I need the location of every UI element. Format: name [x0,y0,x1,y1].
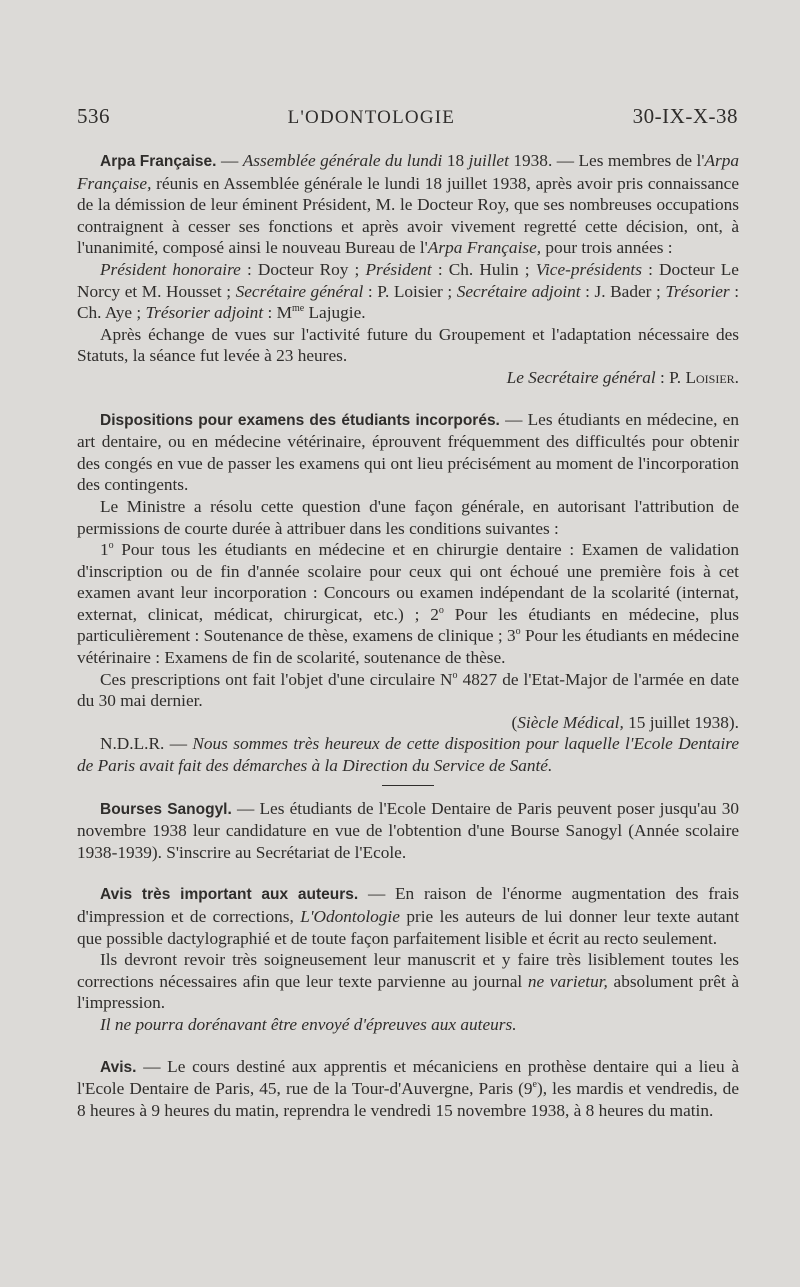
issue-date: 30-IX-X-38 [632,104,738,128]
arpa-signature: Le Secrétaire général : P. Loisier. [506,367,739,387]
avis-auteurs-heading: Avis très important aux auteurs. [100,886,359,904]
dispositions-p2: Le Ministre a résolu cette question d'une façon générale, en autorisant l'attribution de permissions de courte durée à attribuer dans les conditions suivantes : [77,496,739,538]
arpa-bureau: Président honoraire : Docteur Roy ; Président : Ch. Hulin ; Vice-présidents : Docteur Le Norcy et M. Housset ; Secrétaire général : P. Loisier ; Secrétaire adjoint : J. Bader ; Trésorier : Ch. Aye ; Trésorier adjoint : $M^{me}$ Lajugie. [77,259,740,323]
dispositions-heading: Dispositions pour examens des étudiants incorporés. [100,411,500,429]
bourses-heading: Bourses Sanogyl. [100,800,232,818]
arpa-paragraph: Arpa Française. — Assemblée générale du lundi 18 juillet 1938. — Les membres de l'Arpa Française, réunis en Assemblée générale le lundi 18 juillet 1938, après avoir pris connaissance de la démission de leur éminent Président, M. le Docteur Roy, que ses nombreuses occupations contraignent à cesser ses fonctions et après avoir vivement regretté cette décision, ont, à l'unanimité, composé ainsi le nouveau Bureau de l'Arpa Française, pour trois années : [77,151,740,258]
avis-heading: Avis. [100,1058,137,1076]
page-number: 536 [77,104,110,128]
arpa-heading: Arpa Française. [100,153,217,170]
page-header [77,104,738,129]
avis-auteurs-paragraph: Avis très important aux auteurs. — En raison de l'énorme augmentation des frais d'impression et de corrections, L'Odontologie prie les auteurs de lui donner leur texte autant que possible dactylographié et de toute façon parfaitement lisible et écrit au recto seulement. [77,884,739,948]
avis-auteurs-p3: Il ne pourra dorénavant être envoyé d'épreuves aux auteurs. [100,1014,517,1034]
avis-auteurs-p2: Ils devront revoir très soigneusement leur manuscrit et y faire très lisiblement toutes les corrections nécessaires afin que leur texte parvienne au journal ne varietur, absolument prêt à l'impression. [77,950,739,1013]
arpa-closing: Après échange de vues sur l'activité future du Groupement et l'adaptation nécessaire des Statuts, la séance fut levée à 23 heures. [77,324,739,366]
avis-paragraph: Avis. — Le cours destiné aux apprentis et mécaniciens en prothèse dentaire qui a lieu à l'Ecole Dentaire de Paris, 45, rue de la Tour-d'Auvergne, Paris (9e), les mardis et vendredis, de 8 heures à 9 heures du matin, reprendra le vendredi 15 novembre 1938, à 8 heures du matin. [77,1056,739,1120]
ndlr-note: N.D.L.R. — Nous sommes très heureux de cette disposition pour laquelle l'Ecole Dentaire de Paris avait fait des démarches à la Direction du Service de Santé. [77,734,739,776]
dispositions-p3: 1$^o$ Pour tous les étudiants en médecine et en chirurgie dentaire : Examen de validation d'inscription ou de fin d'année scolaire pour ceux qui ont échoué une première fois à cet examen avant leur incorporation : Concours ou examen indépendant de la scolarité (internat, externat, clinicat, médicat, chirurgicat, etc.) ; 2$^o$ Pour les étudiants en médecine, plus particulièrement : Soutenance de thèse, examens de clinique ; 3$^o$ Pour les étudiants en médecine vétérinaire : Examens de fin de scolarité, soutenance de thèse. [77,540,739,668]
journal-title: L'ODONTOLOGIE [287,107,456,128]
dispositions-paragraph: Dispositions pour examens des étudiants incorporés. — Les étudiants en médecine, en art dentaire, ou en médecine vétérinaire, éprouvent fréquemment des difficultés pour obtenir des congés en vue de passer les examens qui ont lieu précisément au moment de l'incorporation des contingents. [77,409,739,495]
article-body [77,150,739,1121]
dispositions-source: (Siècle Médical, 15 juillet 1938). [511,712,739,732]
bourses-paragraph: Bourses Sanogyl. — Les étudiants de l'Ecole Dentaire de Paris peuvent poser jusqu'au 30 novembre 1938 leur candidature en vue de l'obtention d'une Bourse Sanogyl (Année scolaire 1938-1939). S'inscrire au Secrétariat de l'Ecole. [77,798,739,862]
dispositions-p4: Ces prescriptions ont fait l'objet d'une circulaire $N^o$ 4827 de l'Etat-Major de l'armée en date du 30 mai dernier. [77,669,739,711]
